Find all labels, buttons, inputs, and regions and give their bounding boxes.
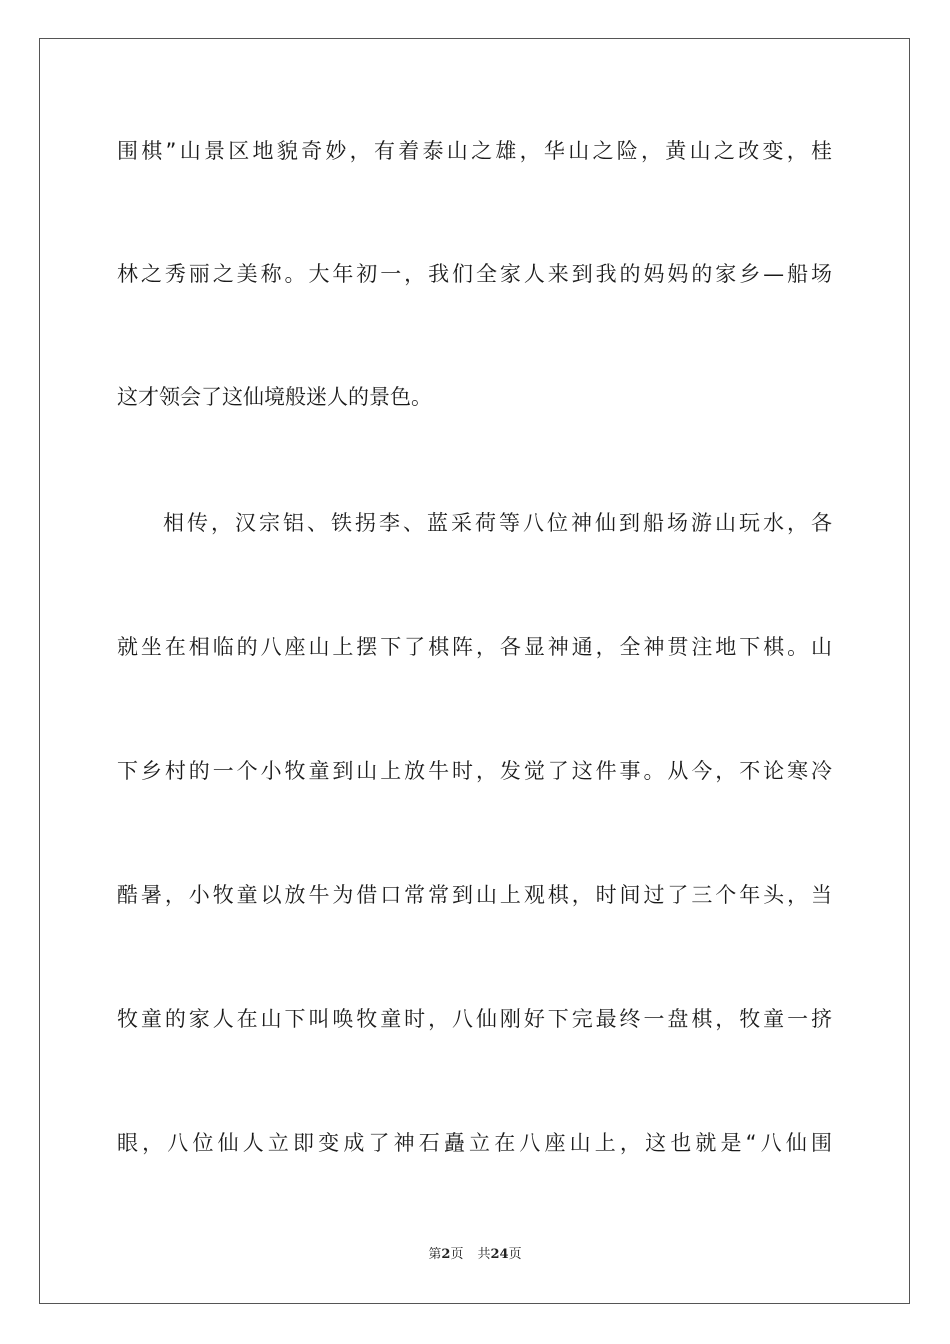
text-line: 这才领会了这仙境般迷人的景色。 — [117, 385, 432, 409]
page-suffix: 页 — [450, 1247, 464, 1262]
total-suffix: 页 — [508, 1247, 522, 1262]
text-line: 围棋”山景区地貌奇妙，有着泰山之雄，华山之险，黄山之改变，桂 — [117, 139, 832, 163]
page-frame — [39, 38, 910, 1304]
text-line: 相传，汉宗铝、铁拐李、蓝采荷等八位神仙到船场游山玩水，各 — [163, 511, 832, 535]
page-footer — [0, 1246, 950, 1264]
text-line: 林之秀丽之美称。大年初一，我们全家人来到我的妈妈的家乡—船场 — [117, 262, 832, 286]
text-line: 牧童的家人在山下叫唤牧童时，八仙刚好下完最终一盘棋，牧童一挤 — [117, 1007, 832, 1031]
text-line: 就坐在相临的八座山上摆下了棋阵，各显神通，全神贯注地下棋。山 — [117, 635, 832, 659]
total-pages: 24 — [490, 1247, 509, 1262]
text-line: 酷暑，小牧童以放牛为借口常常到山上观棋，时间过了三个年头，当 — [117, 883, 832, 907]
text-line: 下乡村的一个小牧童到山上放牛时，发觉了这件事。从今，不论寒冷 — [117, 759, 832, 783]
page-prefix: 第 — [428, 1247, 442, 1262]
page-number: 2 — [441, 1247, 451, 1262]
total-prefix: 共 — [477, 1247, 491, 1262]
text-line: 眼，八位仙人立即变成了神石矗立在八座山上，这也就是“八仙围 — [117, 1131, 832, 1155]
